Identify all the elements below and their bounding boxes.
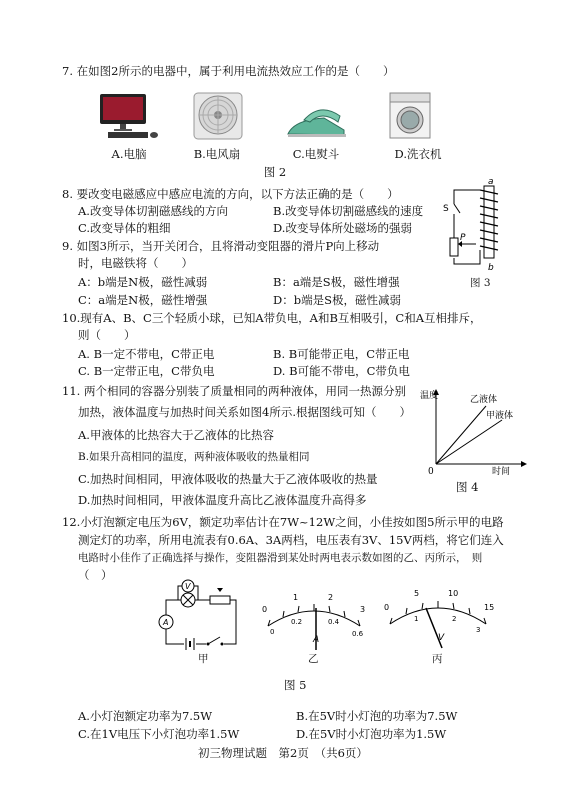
q10-stem-line1: 10.现有A、B、C三个轻质小球，已知A带负电，A和B互相吸引，C和A互相排斥， [62, 311, 482, 325]
q10-option-a: A. B一定不带电，C带正电 [78, 347, 215, 361]
q12-option-a: A.小灯泡额定功率为7.5W [78, 709, 213, 723]
q12-stem-line1: 12.小灯泡额定电压为6V，额定功率估计在7W~12W之间，小佳按如图5所示甲的电路 [62, 515, 504, 529]
ammeter-tick-3: 3 [360, 605, 366, 614]
q8-option-c: C.改变导体的粗细 [78, 221, 171, 235]
q11-option-a: A.甲液体的比热容大于乙液体的比热容 [78, 428, 274, 442]
ammeter-unit: A [313, 635, 320, 645]
voltmeter-tick-0: 0 [384, 603, 390, 612]
figure5-ammeter [258, 592, 370, 656]
computer-image [96, 92, 162, 140]
fan-image [192, 92, 244, 142]
figure5-voltmeter [380, 586, 496, 654]
q8-option-b: B.改变导体切割磁感线的速度 [273, 204, 424, 218]
figure5-label-yi: 乙 [308, 653, 319, 665]
q7-option-c: C.电熨斗 [292, 147, 340, 161]
q11-option-b: B.如果升高相同的温度，两种液体吸收的热量相同 [78, 451, 310, 463]
q12-stem-line2: 测定灯的功率，所用电流表有0.6A、3A两档，电压表有3V、15V两档，将它们连入 [78, 533, 504, 547]
ammeter-symbol: A [163, 618, 169, 627]
q11-stem-line1: 11. 两个相同的容器分别装了质量相同的两种液体，用同一热源分别 [62, 384, 406, 398]
q12-stem-line3: 电路时小佳作了正确选择与操作，变阻器滑到某处时两电表示数如图的乙、丙所示， 则 [78, 552, 483, 564]
ammeter-tick-0: 0 [262, 605, 268, 614]
q9-option-d: D：b端是S极，磁性减弱 [273, 293, 401, 307]
q8-stem: 8. 要改变电磁感应中感应电流的方向，以下方法正确的是（ ） [62, 187, 399, 201]
figure2-caption: 图 2 [263, 165, 287, 179]
q7-option-a: A.电脑 [111, 147, 147, 161]
q7-option-d: D.洗衣机 [394, 147, 442, 161]
figure4-xlabel: 时间 [492, 467, 511, 477]
figure4-line-yi: 乙液体 [470, 395, 498, 405]
q7-option-b: B.电风扇 [193, 147, 241, 161]
q11-option-c: C.加热时间相同，甲液体吸收的热量大于乙液体吸收的热量 [78, 472, 378, 486]
ammeter-tick-1: 1 [293, 593, 299, 602]
q11-stem-line2: 加热，液体温度与加热时间关系如图4所示.根据图线可知（ ） [78, 405, 411, 419]
page-footer: 初三物理试题 第2页 （共6页） [198, 746, 368, 760]
ammeter-subtick-2: 0.4 [328, 618, 340, 626]
figure4-graph [420, 388, 528, 478]
q9-option-a: A：b端是N极，磁性减弱 [78, 275, 208, 289]
figure3-label-p: P [460, 233, 466, 243]
figure4-line-jia: 甲液体 [486, 411, 514, 421]
q10-option-c: C. B一定带正电，C带负电 [78, 364, 215, 378]
q9-option-c: C：a端是N极，磁性增强 [78, 293, 208, 307]
q12-option-b: B.在5V时小灯泡的功率为7.5W [296, 709, 458, 723]
q10-option-d: D. B可能不带电，C带负电 [273, 364, 410, 378]
q9-stem-line2: 时，电磁铁将（ ） [78, 256, 193, 270]
figure5-label-bing: 丙 [432, 653, 443, 665]
figure4-caption: 图 4 [456, 480, 479, 494]
figure3-label-a: a [488, 177, 494, 187]
q7-stem: 7. 在如图2所示的电器中，属于利用电流热效应工作的是（ ） [62, 64, 395, 78]
q8-option-d: D.改变导体所处磁场的强弱 [273, 221, 412, 235]
q11-option-d: D.加热时间相同，甲液体温度升高比乙液体温度升高得多 [78, 493, 367, 507]
voltmeter-tick-5: 5 [414, 589, 420, 598]
ammeter-subtick-3: 0.6 [352, 630, 364, 638]
q8-option-a: A.改变导体切割磁感线的方向 [78, 204, 228, 218]
figure3-electromagnet [440, 178, 510, 278]
voltmeter-subtick-3: 3 [476, 626, 481, 634]
voltmeter-tick-15: 15 [484, 603, 495, 612]
iron-image [284, 100, 350, 140]
q9-option-b: B：a端是S极，磁性增强 [273, 275, 400, 289]
figure5-caption: 图 5 [284, 678, 307, 692]
voltmeter-symbol: V [185, 582, 191, 591]
q10-option-b: B. B可能带正电，C带正电 [273, 347, 410, 361]
voltmeter-subtick-2: 2 [452, 615, 457, 623]
figure4-ylabel: 温度 [420, 391, 439, 401]
figure3-caption: 图 3 [470, 277, 491, 289]
q12-stem-line4: （ ） [78, 568, 113, 582]
q10-stem-line2: 则（ ） [78, 328, 136, 342]
ammeter-subtick-1: 0.2 [291, 618, 303, 626]
voltmeter-subtick-1: 1 [414, 615, 419, 623]
ammeter-tick-2: 2 [328, 593, 334, 602]
figure4-origin: 0 [428, 467, 434, 477]
washing-machine-image [388, 92, 432, 140]
figure5-label-jia: 甲 [198, 653, 209, 665]
q12-option-c: C.在1V电压下小灯泡功率1.5W [78, 727, 240, 741]
voltmeter-unit: V [438, 633, 445, 643]
q12-option-d: D.在5V时小灯泡功率为1.5W [296, 727, 447, 741]
q9-stem-line1: 9. 如图3所示，当开关闭合，且将滑动变阻器的滑片P向上移动 [62, 239, 380, 253]
figure3-label-s: S [443, 204, 449, 214]
voltmeter-tick-10: 10 [448, 589, 459, 598]
ammeter-subtick-0: 0 [270, 628, 275, 636]
figure3-label-b: b [488, 263, 494, 273]
